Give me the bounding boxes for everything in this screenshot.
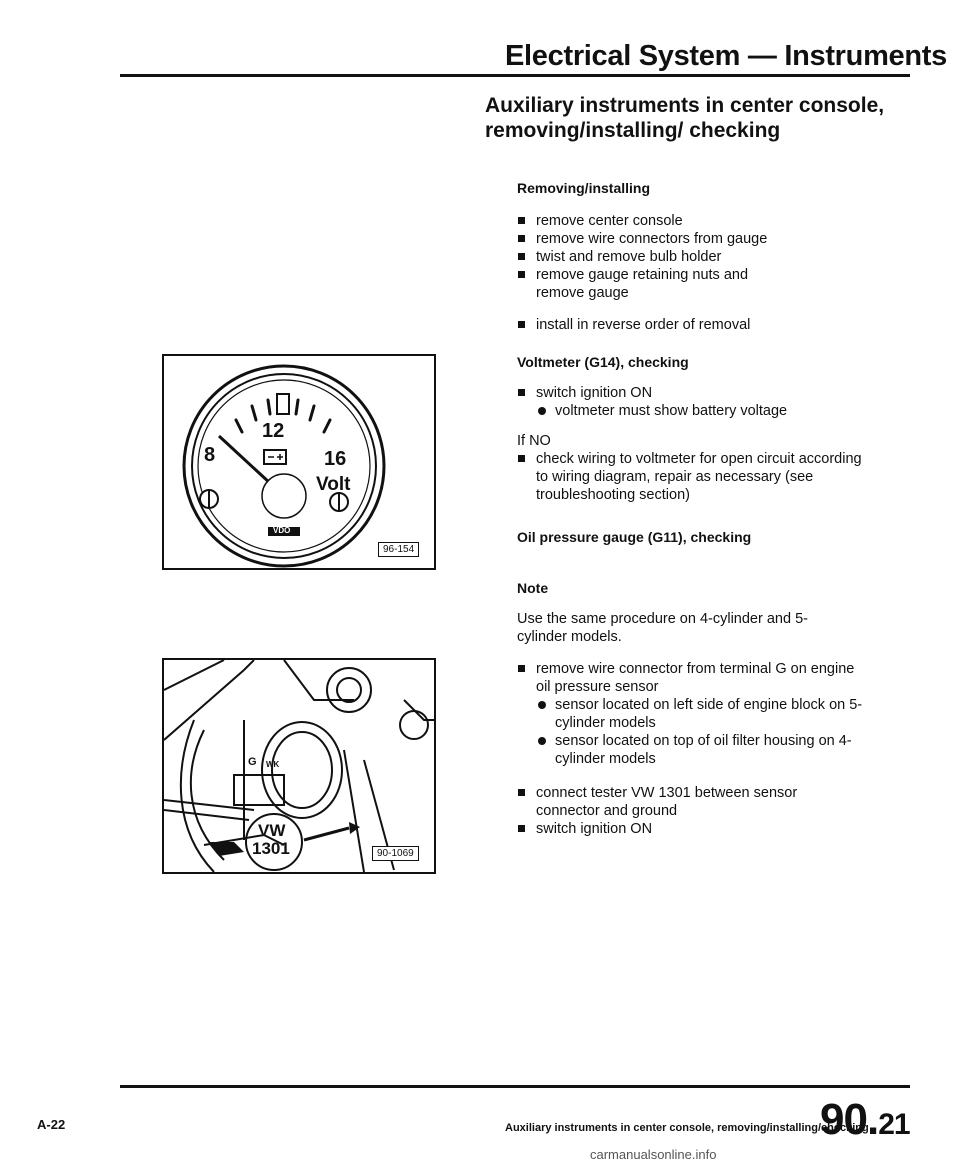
removing-steps <box>517 212 847 302</box>
oil-steps-2-3 <box>517 784 862 838</box>
page-header-title: Electrical System — Instruments <box>505 40 947 72</box>
oil-heading: Oil pressure gauge (G11), checking <box>517 529 752 545</box>
voltmeter-check <box>536 402 866 420</box>
list-item: remove wire connectors from gauge <box>517 230 847 248</box>
list-item: remove center console <box>517 212 847 230</box>
oil-step1 <box>517 660 862 696</box>
list-item: check wiring to voltmeter for open circuit according to wiring diagram, repair as necessary (see troubleshooting section) <box>517 450 867 504</box>
removing-final <box>517 316 847 334</box>
list-item: connect tester VW 1301 between sensor connector and ground <box>517 784 862 820</box>
footer-title: Auxiliary instruments in center console, removing/installing/checking <box>505 1122 869 1134</box>
figure-oil-sensor <box>162 658 436 874</box>
note-label: Note <box>517 580 549 596</box>
tester-label-number: 1301 <box>252 839 290 858</box>
gauge-scale-16: 16 <box>324 448 347 470</box>
page-section-id: A-22 <box>37 1117 66 1132</box>
if-no-label: If NO <box>517 433 551 449</box>
note-text: Use the same procedure on 4-cylinder and 5-cylinder models. <box>517 611 808 645</box>
list-item: remove wire connector from terminal G on engine oil pressure sensor <box>517 660 862 696</box>
gauge-scale-8: 8 <box>204 444 216 466</box>
figure-code: 90-1069 <box>372 846 419 861</box>
list-item: twist and remove bulb holder <box>517 248 847 266</box>
list-item: install in reverse order of removal <box>517 316 847 334</box>
watermark: carmanualsonline.info <box>590 1147 717 1162</box>
page-number: 90.21 <box>820 1095 910 1144</box>
terminal-letter: G <box>248 756 257 768</box>
wk-label: WK <box>266 760 280 769</box>
list-item: voltmeter must show battery voltage <box>536 402 866 420</box>
list-item: sensor located on top of oil filter housing on 4-cylinder models <box>536 732 866 768</box>
figure-code: 96-154 <box>378 542 419 557</box>
oil-sublist <box>536 696 866 768</box>
list-item: switch ignition ON <box>517 820 862 838</box>
list-item: sensor located on left side of engine block on 5-cylinder models <box>536 696 866 732</box>
header-rule <box>120 74 910 77</box>
gauge-brand: VDO <box>273 526 291 535</box>
voltmeter-heading: Voltmeter (G14), checking <box>517 354 689 370</box>
section-title: Auxiliary instruments in center console, removing/installing/ checking <box>485 94 885 142</box>
voltmeter-step1 <box>517 384 867 402</box>
gauge-scale-12: 12 <box>262 420 285 442</box>
list-item: switch ignition ON <box>517 384 867 402</box>
tester-label-vw: VW <box>258 821 286 840</box>
gauge-unit: Volt <box>316 474 351 495</box>
figure-voltmeter <box>162 354 436 570</box>
footer-rule <box>120 1085 910 1088</box>
list-item: remove gauge retaining nuts and remove gauge <box>517 266 786 302</box>
oil-sensor-illustration <box>164 660 434 872</box>
voltmeter-step2 <box>517 450 867 504</box>
removing-heading: Removing/installing <box>517 180 651 196</box>
